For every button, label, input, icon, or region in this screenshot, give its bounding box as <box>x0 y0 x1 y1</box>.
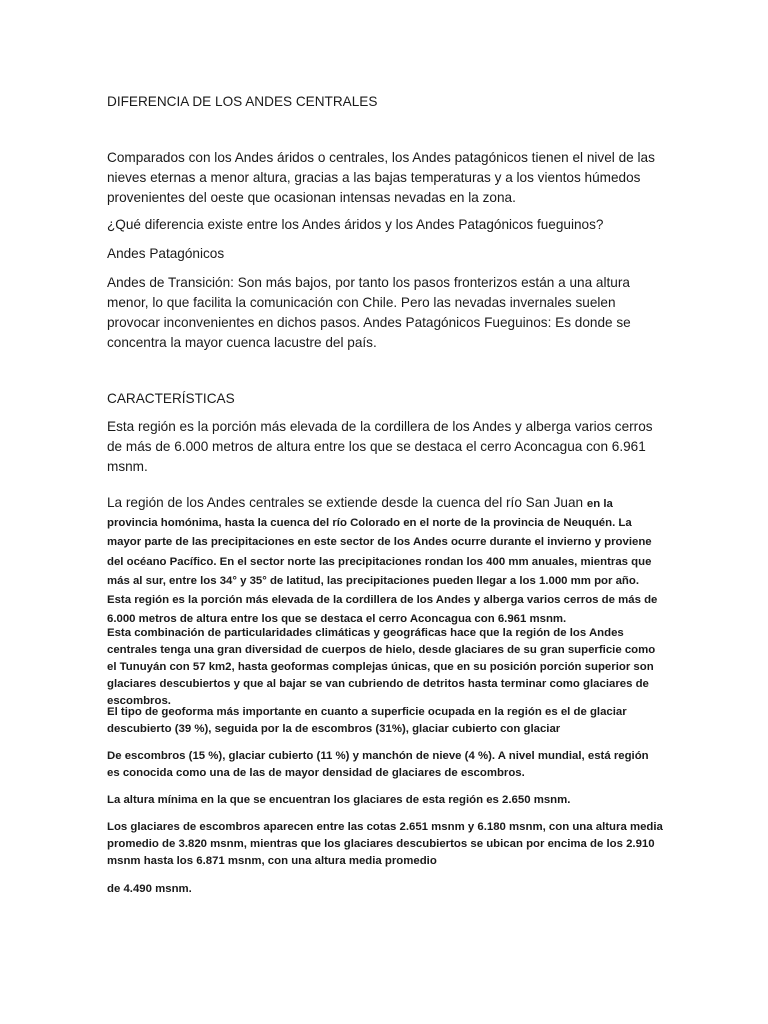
final-paragraph: de 4.490 msnm. <box>107 883 192 895</box>
caracteristicas-heading: CARACTERÍSTICAS <box>107 391 235 406</box>
document-title: DIFERENCIA DE LOS ANDES CENTRALES <box>107 94 378 109</box>
andes-centrales-paragraph <box>107 494 663 628</box>
intro-paragraph: Comparados con los Andes áridos o centrales, los Andes patagónicos tienen el nivel de las nieves eternas a menor altura, gracias a las bajas temperaturas y a los vientos húmedos provenientes del oeste que ocasionan intensas nevadas en la zona. <box>107 150 655 205</box>
altura-minima-paragraph: La altura mínima en la que se encuentran los glaciares de esta región es 2.650 msnm. <box>107 794 571 806</box>
question-paragraph: ¿Qué diferencia existe entre los Andes áridos y los Andes Patagónicos fueguinos? <box>107 217 604 232</box>
transicion-paragraph: Andes de Transición: Son más bajos, por tanto los pasos fronterizos están a una altura menor, lo que facilita la comunicación con Chile. Pero las nevadas invernales suelen provocar inconvenientes en dichos pasos. Andes Patagónicos Fueguinos: Es donde se concentra la mayor cuenca lacustre del país. <box>107 275 631 350</box>
patagonicos-heading: Andes Patagónicos <box>107 246 225 261</box>
escombros-paragraph: De escombros (15 %), glaciar cubierto (11 %) y manchón de nieve (4 %). A nivel mundial, está región es conocida como una de las de mayor densidad de glaciares de escombros. <box>107 750 649 779</box>
andes-centrales-intro-text: La región de los Andes centrales se extiende desde la cuenca del río San Juan <box>107 495 587 510</box>
glaciares-paragraph: Los glaciares de escombros aparecen entre las cotas 2.651 msnm y 6.180 msnm, con una altura media promedio de 3.820 msnm, mientras que los glaciares descubiertos se ubican por encima de los 2.910 msnm hasta los 6.871 msnm, con una altura media promedio <box>107 821 663 867</box>
combinacion-paragraph: Esta combinación de particularidades climáticas y geográficas hace que la región de los Andes centrales tenga una gran diversidad de cuerpos de hielo, desde glaciares de su gran superficie como el Tunuyán con 57 km2, hasta geoformas complejas únicas, que en su posición porción superior son glaciares descubiertos y que al bajar se van cubriendo de detritos hasta terminar como glaciares de escombros. <box>107 627 656 707</box>
geoforma-paragraph: El tipo de geoforma más importante en cuanto a superficie ocupada en la región es el de glaciar descubierto (39 %), seguida por la de escombros (31%), glaciar cubierto con glaciar <box>107 706 627 735</box>
region-paragraph: Esta región es la porción más elevada de la cordillera de los Andes y alberga varios cerros de más de 6.000 metros de altura entre los que se destaca el cerro Aconcagua con 6.961 msnm. <box>107 419 653 474</box>
andes-centrales-detail-text: en la provincia homónima, hasta la cuenca del río Colorado en el norte de la provincia de Neuquén. La mayor parte de las precipitaciones en este sector de los Andes ocurre durante el invierno y proviene del océano Pacífico. En el sector norte las precipitaciones rondan los 400 mm anuales, mientras que más al sur, entre los 34° y 35° de latitud, las precipitaciones pueden llegar a los 1.000 mm por año. Esta región es la porción más elevada de la cordillera de los Andes y alberga varios cerros de más de 6.000 metros de altura entre los que se destaca el cerro Aconcagua con 6.961 msnm. <box>107 498 658 626</box>
